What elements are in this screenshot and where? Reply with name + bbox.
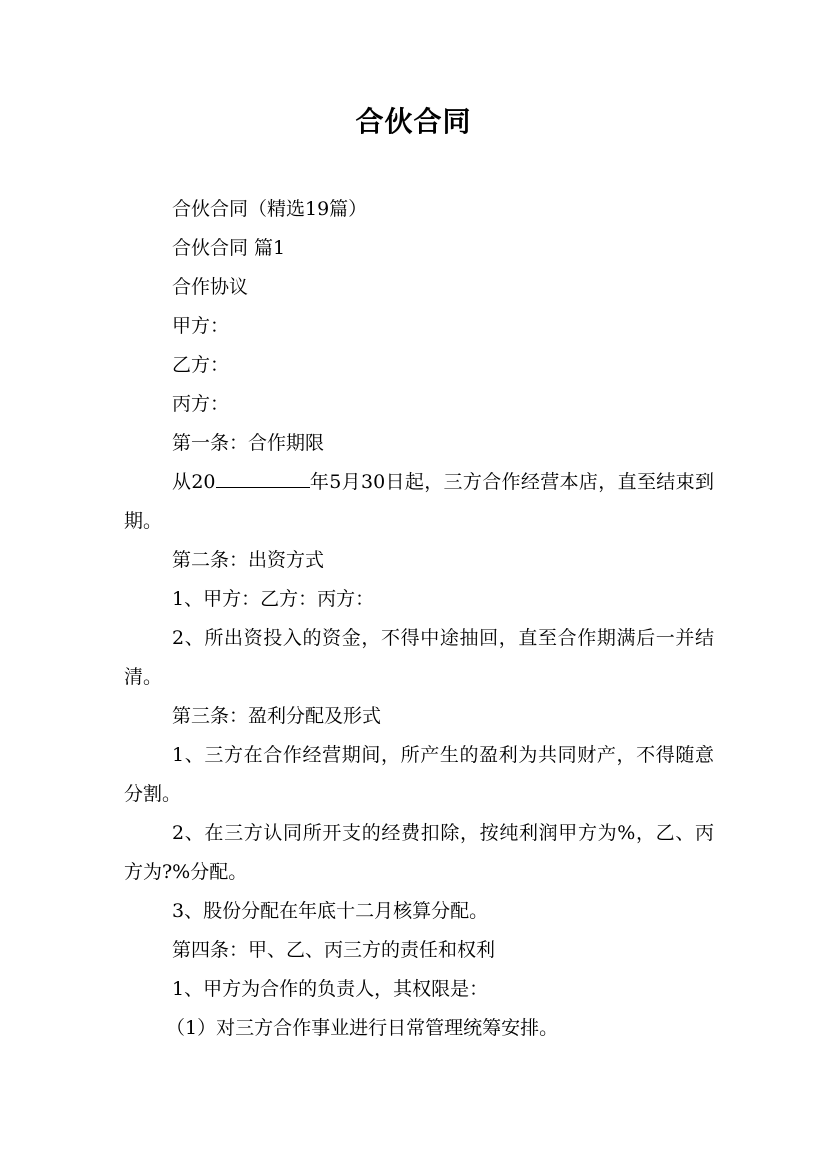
paragraph-article-4-item-1: 1、甲方为合作的负责人，其权限是： [172, 978, 489, 1000]
paragraph-agreement-title: 合作协议 [172, 276, 249, 298]
paragraph-party-a: 甲方： [172, 315, 230, 337]
term-clause-suffix: 年5月30日起，三方合作经营本店，直至结束到期。 [124, 471, 714, 532]
paragraph-article-3-item-1: 1、三方在合作经营期间，所产生的盈利为共同财产，不得随意分割。 [124, 744, 714, 805]
paragraph-article-2-item-1: 1、甲方：乙方：丙方： [172, 588, 375, 610]
paragraph-article-1: 第一条：合作期限 [172, 432, 325, 454]
paragraph-party-b: 乙方： [172, 354, 230, 376]
paragraph-chapter-heading: 合伙合同 篇1 [172, 237, 286, 259]
paragraph-article-3-item-3: 3、股份分配在年底十二月核算分配。 [172, 900, 489, 922]
paragraph-party-c: 丙方： [172, 393, 230, 415]
paragraph-article-2-item-2: 2、所出资投入的资金，不得中途抽回，直至合作期满后一并结清。 [124, 627, 714, 688]
paragraph-article-2: 第二条：出资方式 [172, 549, 325, 571]
paragraph-article-4-subitem-1: （1）对三方合作事业进行日常管理统筹安排。 [166, 1017, 559, 1039]
paragraph-article-4: 第四条：甲、乙、丙三方的责任和权利 [172, 939, 496, 961]
paragraph-article-3-item-2: 2、在三方认同所开支的经费扣除，按纯利润甲方为%，乙、丙方为?%分配。 [124, 822, 714, 883]
paragraph-article-3: 第三条：盈利分配及形式 [172, 705, 382, 727]
term-clause-prefix: 从20 [172, 471, 216, 493]
paragraph-term-clause [124, 463, 714, 541]
document-body [124, 190, 714, 1048]
blank-underline [216, 469, 310, 488]
document-title: 合伙合同 [355, 105, 472, 138]
paragraph-subtitle: 合伙合同（精选19篇） [172, 198, 368, 220]
